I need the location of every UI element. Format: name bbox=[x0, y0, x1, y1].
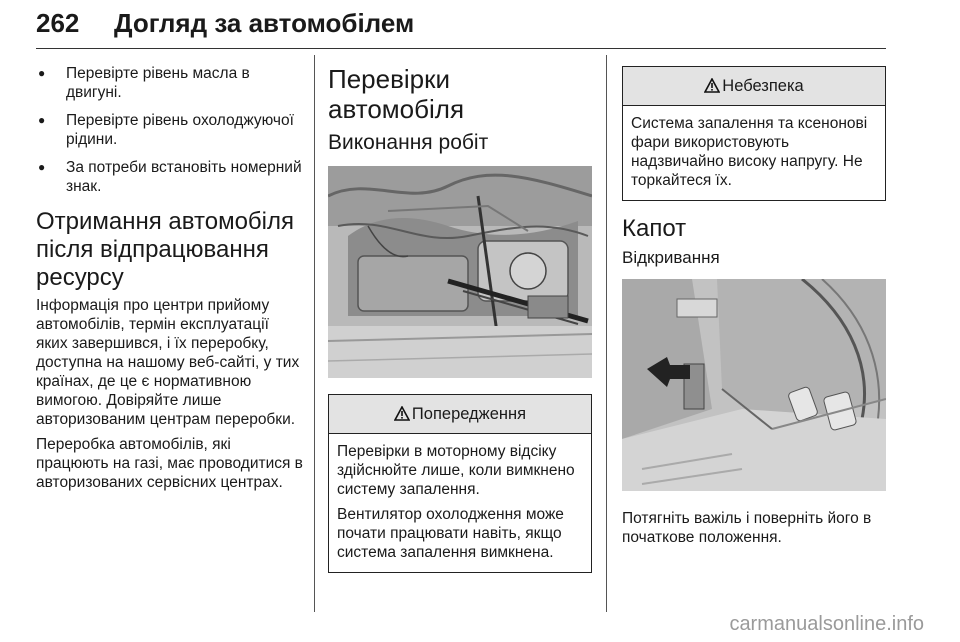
hood-release-figure bbox=[622, 279, 886, 491]
subsection-title-performing-work: Виконання робіт bbox=[328, 131, 489, 154]
warning-title: Попередження bbox=[411, 405, 527, 423]
list-item: ● За потреби встановіть номерний знак. bbox=[36, 158, 304, 196]
column-divider-1 bbox=[314, 55, 315, 612]
danger-body bbox=[623, 106, 885, 200]
section-title-end-of-life: Отримання автомобіля після відпрацювання ресурсу bbox=[36, 208, 294, 291]
warning-triangle-icon bbox=[394, 406, 410, 421]
header-rule bbox=[36, 48, 886, 49]
engine-bay-illustration bbox=[328, 166, 592, 378]
warning-box bbox=[328, 394, 592, 573]
subsection-title-opening: Відкривання bbox=[622, 248, 720, 267]
column-right bbox=[622, 58, 886, 553]
danger-header bbox=[623, 67, 885, 106]
danger-text: Система запалення та ксенонові фари використовують надзвичайно високу напругу. Не торкайтеся їх. bbox=[631, 115, 868, 189]
hood-release-illustration bbox=[622, 279, 886, 491]
page-number: 262 bbox=[36, 8, 80, 38]
column-middle bbox=[328, 58, 592, 583]
list-item: ● Перевірте рівень масла в двигуні. bbox=[36, 64, 304, 102]
danger-title: Небезпека bbox=[722, 77, 804, 95]
list-item: ● Перевірте рівень охолоджуючої рідини. bbox=[36, 111, 304, 149]
paragraph-gas-vehicles: Переробка автомобілів, які працюють на газі, має проводитися в авторизованих сервісних центрах. bbox=[36, 436, 303, 491]
watermark: carmanualsonline.info bbox=[729, 613, 924, 635]
paragraph-recycling-info: Інформація про центри прийому автомобілів, термін експлуатації яких завершився, і їх переробку, доступна на нашому веб-сайті, у тих країнах, де це є нормативною вимогою. Довіряйте лише авторизованим центрам переробки. bbox=[36, 297, 300, 428]
danger-box bbox=[622, 66, 886, 201]
warning-text-2: Вентилятор охолодження може почати працювати навіть, якщо система запалення вимкнена. bbox=[337, 506, 564, 561]
danger-triangle-icon bbox=[704, 78, 720, 93]
section-title-hood: Капот bbox=[622, 215, 687, 242]
hood-release-caption: Потягніть важіль і поверніть його в початкове положення. bbox=[622, 510, 872, 546]
warning-text-1: Перевірки в моторному відсіку здійснюйте лише, коли вимкнено систему запалення. bbox=[337, 443, 575, 498]
column-divider-2 bbox=[606, 55, 607, 612]
engine-bay-figure bbox=[328, 166, 592, 378]
section-title-vehicle-checks: Перевірки автомобіля bbox=[328, 64, 465, 124]
page-header bbox=[36, 4, 886, 48]
column-left bbox=[36, 58, 304, 498]
warning-header bbox=[329, 395, 591, 434]
checklist bbox=[36, 64, 304, 196]
warning-body bbox=[329, 434, 591, 572]
chapter-title: Догляд за автомобілем bbox=[114, 8, 415, 38]
